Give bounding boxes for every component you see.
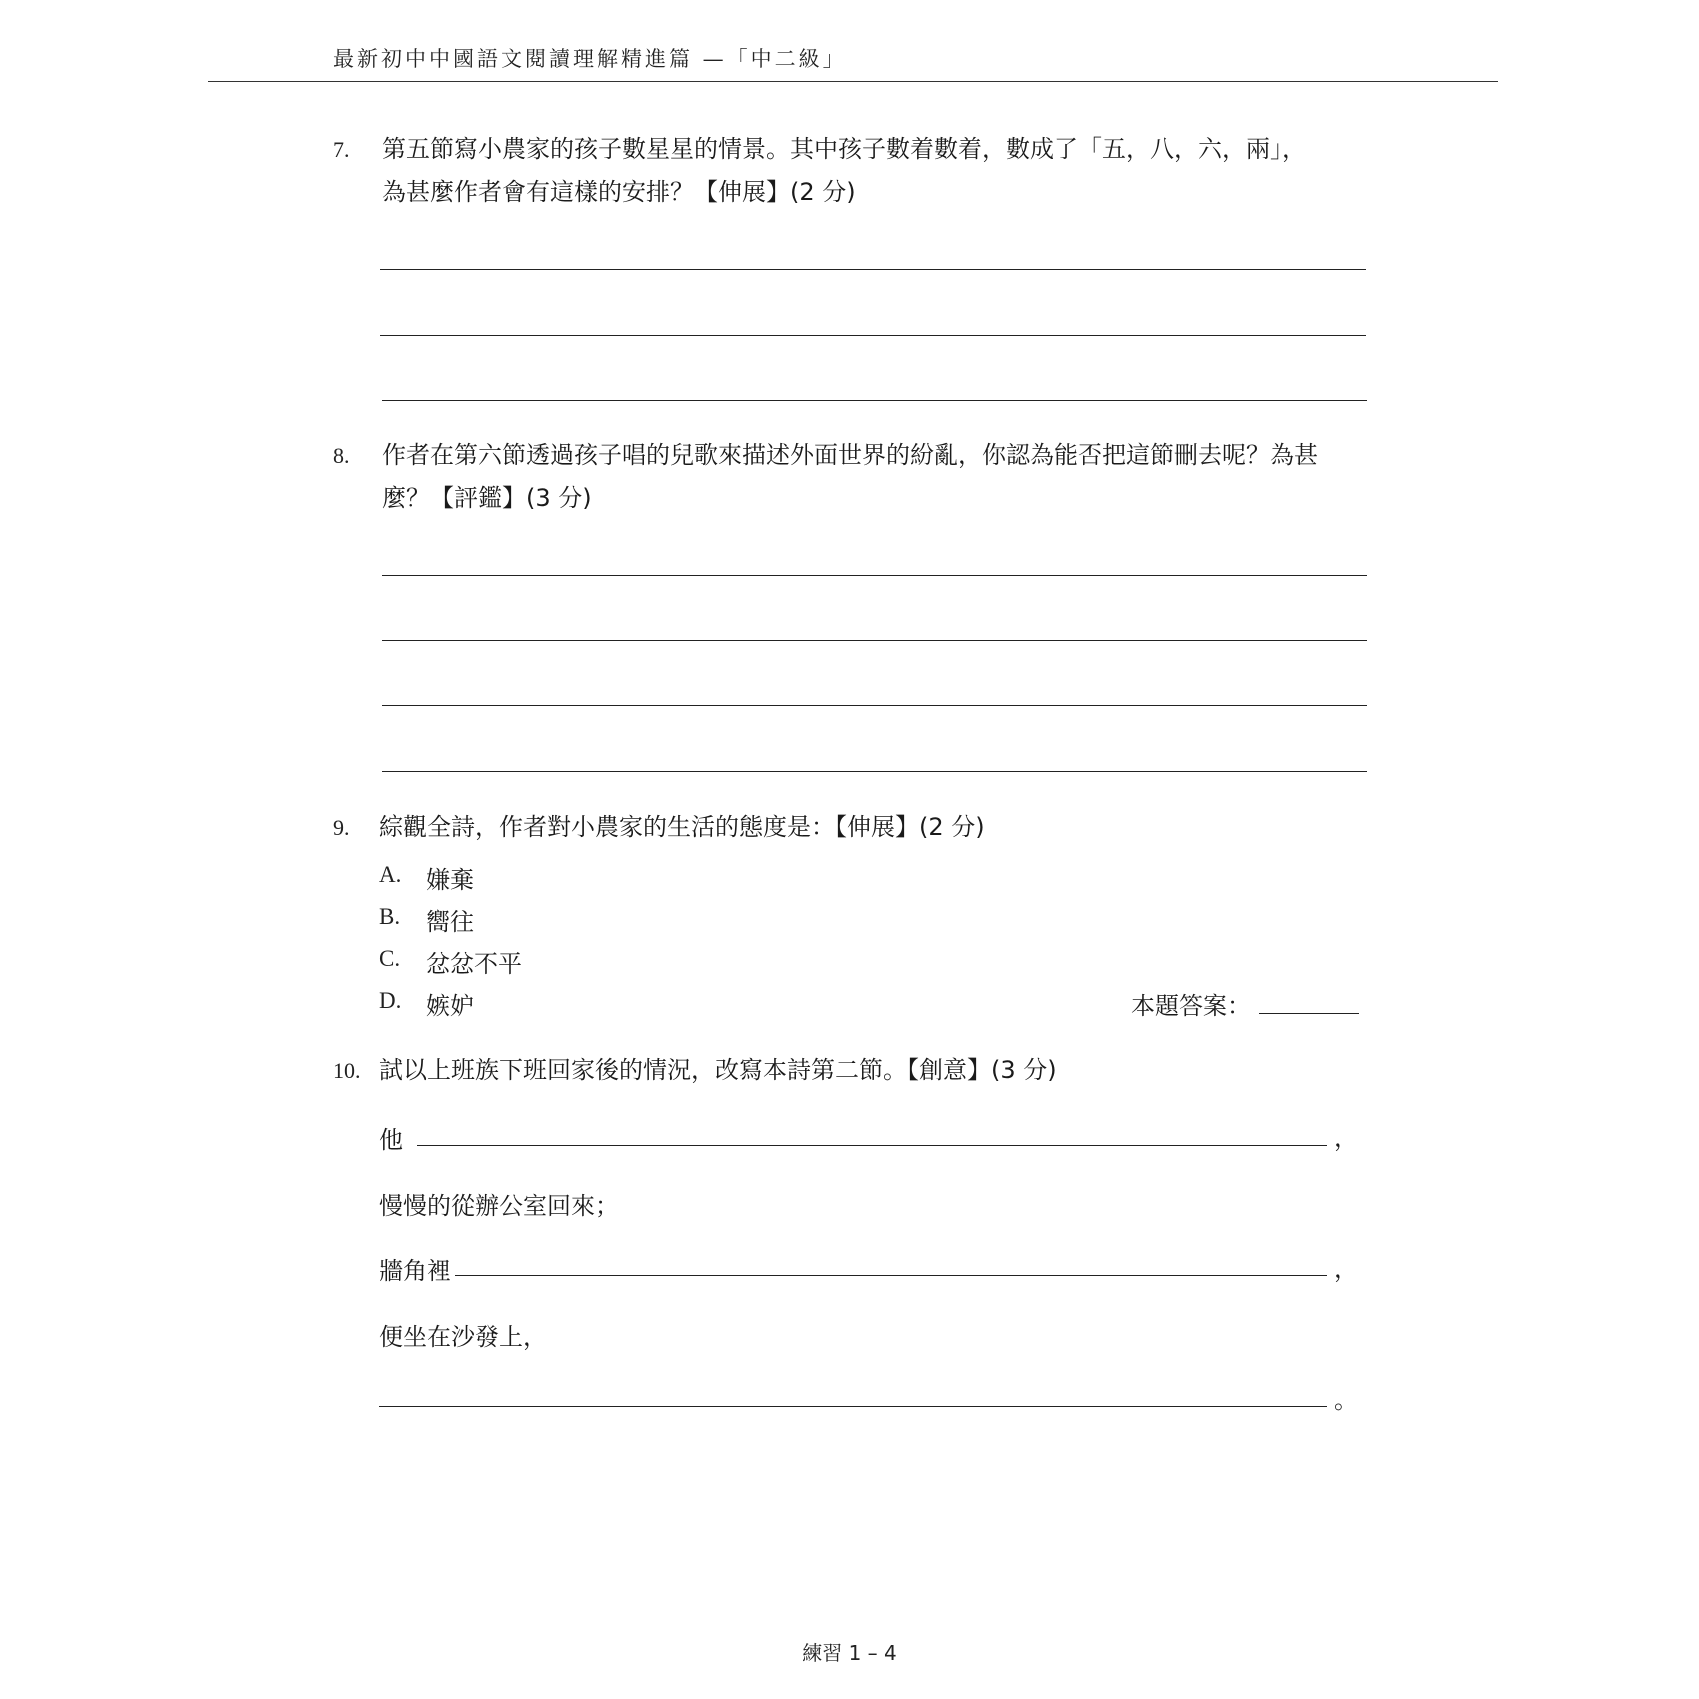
page-footer xyxy=(0,1637,1699,1666)
question-8-number: 8. xyxy=(333,443,350,468)
question-8-line-2: 麼？【評鑑】(3 分) xyxy=(382,484,592,512)
question-8-answer-line-4[interactable] xyxy=(382,771,1367,772)
poem-line-1-prefix: 他 xyxy=(379,1126,403,1154)
poem-line-2: 慢慢的從辦公室回來； xyxy=(379,1192,619,1220)
question-8-line-1: 作者在第六節透過孩子唱的兒歌來描述外面世界的紛亂，你認為能否把這節刪去呢？為甚 xyxy=(382,441,1318,469)
answer-label: 本題答案： xyxy=(1131,992,1251,1020)
page-number: 練習 1 – 4 xyxy=(802,1641,897,1665)
question-8-answer-line-2[interactable] xyxy=(382,640,1367,641)
question-7-line-2: 為甚麼作者會有這樣的安排？【伸展】(2 分) xyxy=(382,178,856,206)
option-a-letter: A. xyxy=(379,862,402,887)
poem-line-3-comma: ， xyxy=(1334,1255,1358,1283)
question-7-answer-line-1[interactable] xyxy=(380,269,1366,270)
option-b-letter: B. xyxy=(379,904,401,929)
question-8-answer-line-3[interactable] xyxy=(382,705,1367,706)
book-title: 最新初中中國語文閱讀理解精進篇 —「中二級」 xyxy=(333,47,847,71)
poem-line-5-blank[interactable] xyxy=(379,1406,1327,1407)
option-c-text[interactable]: 忿忿不平 xyxy=(426,950,522,978)
poem-line-1-blank[interactable] xyxy=(417,1145,1327,1146)
question-9-line-1: 綜觀全詩，作者對小農家的生活的態度是：【伸展】(2 分) xyxy=(379,813,985,841)
question-7-line-1: 第五節寫小農家的孩子數星星的情景。其中孩子數着數着，數成了「五，八，六，兩」， xyxy=(382,135,1306,163)
poem-line-3-blank[interactable] xyxy=(455,1275,1327,1276)
poem-line-1-comma: ， xyxy=(1334,1124,1358,1152)
option-c-letter: C. xyxy=(379,946,401,971)
question-7-number: 7. xyxy=(333,137,350,162)
question-10-number: 10. xyxy=(333,1058,361,1083)
poem-line-3-prefix: 牆角裡 xyxy=(379,1257,451,1285)
option-d-letter: D. xyxy=(379,988,402,1013)
question-7-answer-line-2[interactable] xyxy=(380,335,1366,336)
option-a-text[interactable]: 嫌棄 xyxy=(426,866,474,894)
poem-line-5-period: 。 xyxy=(1334,1386,1358,1414)
question-7-answer-line-3[interactable] xyxy=(382,400,1367,401)
question-9-answer-blank[interactable] xyxy=(1259,1013,1359,1014)
question-9-number: 9. xyxy=(333,815,350,840)
poem-line-4: 便坐在沙發上， xyxy=(379,1323,547,1351)
question-10-line-1: 試以上班族下班回家後的情況，改寫本詩第二節。【創意】(3 分) xyxy=(379,1056,1057,1084)
header-divider xyxy=(208,81,1498,82)
option-d-text[interactable]: 嫉妒 xyxy=(426,992,474,1020)
option-b-text[interactable]: 嚮往 xyxy=(426,908,474,936)
question-8-answer-line-1[interactable] xyxy=(382,575,1367,576)
